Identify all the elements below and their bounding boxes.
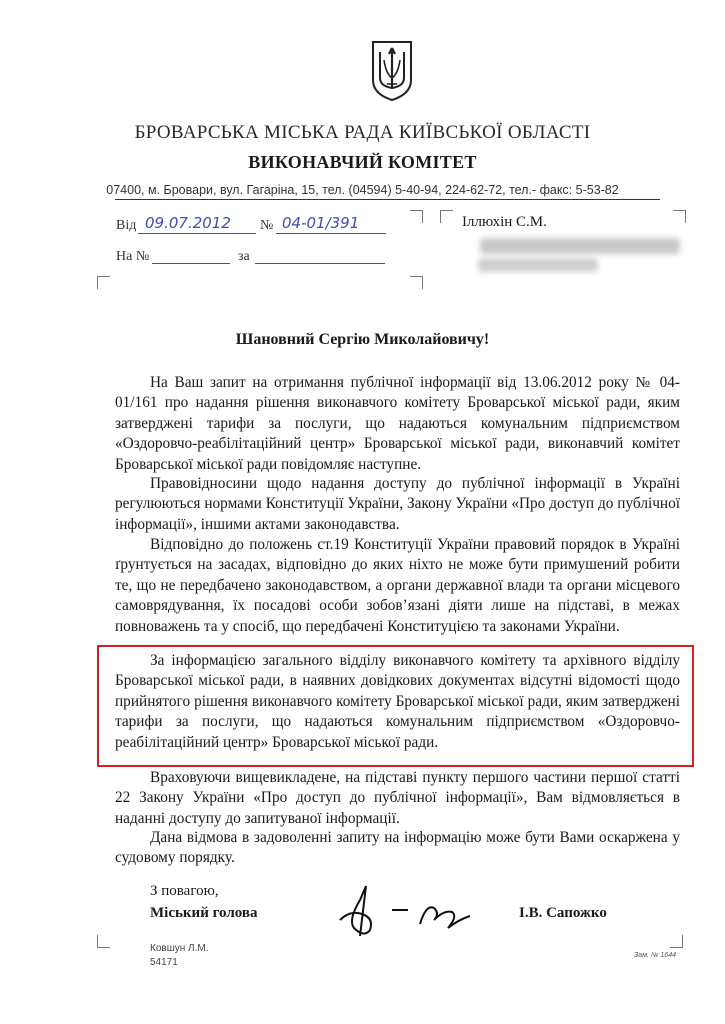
executor-phone: 54171 — [150, 957, 178, 968]
signer-name: І.В. Сапожко — [519, 905, 607, 921]
paragraph-appeal: Дана відмова в задоволенні запиту на інформацію може бути Вами оскаржена у судовому порядку. — [115, 829, 680, 867]
closing: З повагою, — [150, 883, 219, 899]
paragraph-archive-info: За інформацією загального відділу виконавчого комітету та архівного відділу Броварської міської ради, в наявних довідкових документах відсутні відомості щодо прийнятого рішення виконавчого комітету Броварської міської ради, яким затверджені тарифи за послуги, що надаються комунальним підприємством «Оздоровчо-реабілітаційний центр» Броварської міської ради. — [115, 652, 680, 751]
order-number: Зам. № 1644 — [634, 952, 676, 959]
corner-mark-recipient-left — [440, 210, 453, 223]
from-date-underline — [138, 233, 256, 234]
number-underline — [276, 233, 386, 234]
signer-position: Міський голова — [150, 905, 258, 921]
highlight-box — [97, 645, 694, 767]
paragraph-legal-basis: Правовідносини щодо надання доступу до публічної інформації в Україні регулюються нормами Конституції України, Закону України «Про доступ до публічної інформації», іншими актами законодавства. — [115, 475, 680, 533]
paragraph-constitution: Відповідно до положень ст.19 Конституції України правовий порядок в Україні ґрунтується на засадах, відповідно до яких ніхто не може бути примушений робити те, що не передбачено законодавством, а органи державної влади та органи місцевого самоврядування, їх посадові особи зобов’язані діяти лише на підставі, в межах повноважень та у спосіб, що передбачені Конституцією та законами України. — [115, 536, 680, 635]
corner-mark-bottom-left — [97, 935, 110, 948]
paragraph-request: На Ваш запит на отримання публічної інформації від 13.06.2012 року № 04-01/161 про надання рішення виконавчого комітету Броварської міської ради, яким затверджені тарифи за послуги, що надаються комунальним підприємством «Оздоровчо-реабілітаційний центр» Броварської міської ради, виконавчий комітет Броварської міської ради повідомляє наступне. — [115, 374, 680, 473]
letter-number: 04-01/391 — [282, 214, 360, 232]
committee-name: ВИКОНАВЧИЙ КОМІТЕТ — [248, 152, 477, 172]
number-label: № — [260, 218, 274, 233]
greeting: Шановний Сергію Миколайовичу! — [235, 331, 490, 348]
in-reply-label: На № — [116, 249, 150, 264]
corner-mark-bottom-right — [670, 935, 683, 948]
recipient-name: Іллюхін С.М. — [462, 214, 547, 230]
header-divider — [115, 199, 660, 200]
from-label: Від — [116, 218, 137, 233]
council-name: БРОВАРСЬКА МІСЬКА РАДА КИЇВСЬКОЇ ОБЛАСТІ — [134, 122, 591, 143]
coat-of-arms-icon — [370, 40, 414, 102]
redacted-address-line-2 — [478, 258, 598, 272]
address-line: 07400, м. Бровари, вул. Гагаріна, 15, тел. (04594) 5-40-94, 224-62-72, тел.- факс: 5-53-82 — [106, 183, 619, 197]
handwritten-signature — [330, 880, 495, 940]
paragraph-refusal: Враховуючи вищевикладене, на підставі пункту першого частини першої статті 22 Закону України «Про доступ до публічної інформації», Вам відмовляється в наданні доступу до запитуваної інформації. — [115, 769, 680, 827]
in-reply-date-label: за — [238, 249, 250, 264]
corner-mark-mid-top — [410, 210, 423, 223]
corner-mark-mid — [410, 276, 423, 289]
in-reply-underline — [152, 263, 230, 264]
in-reply-date-underline — [255, 263, 385, 264]
corner-mark-recipient-right — [673, 210, 686, 223]
corner-mark-left — [97, 276, 110, 289]
redacted-address-line-1 — [480, 238, 680, 254]
from-date: 09.07.2012 — [145, 214, 231, 232]
executor-name: Ковшун Л.М. — [150, 943, 209, 954]
